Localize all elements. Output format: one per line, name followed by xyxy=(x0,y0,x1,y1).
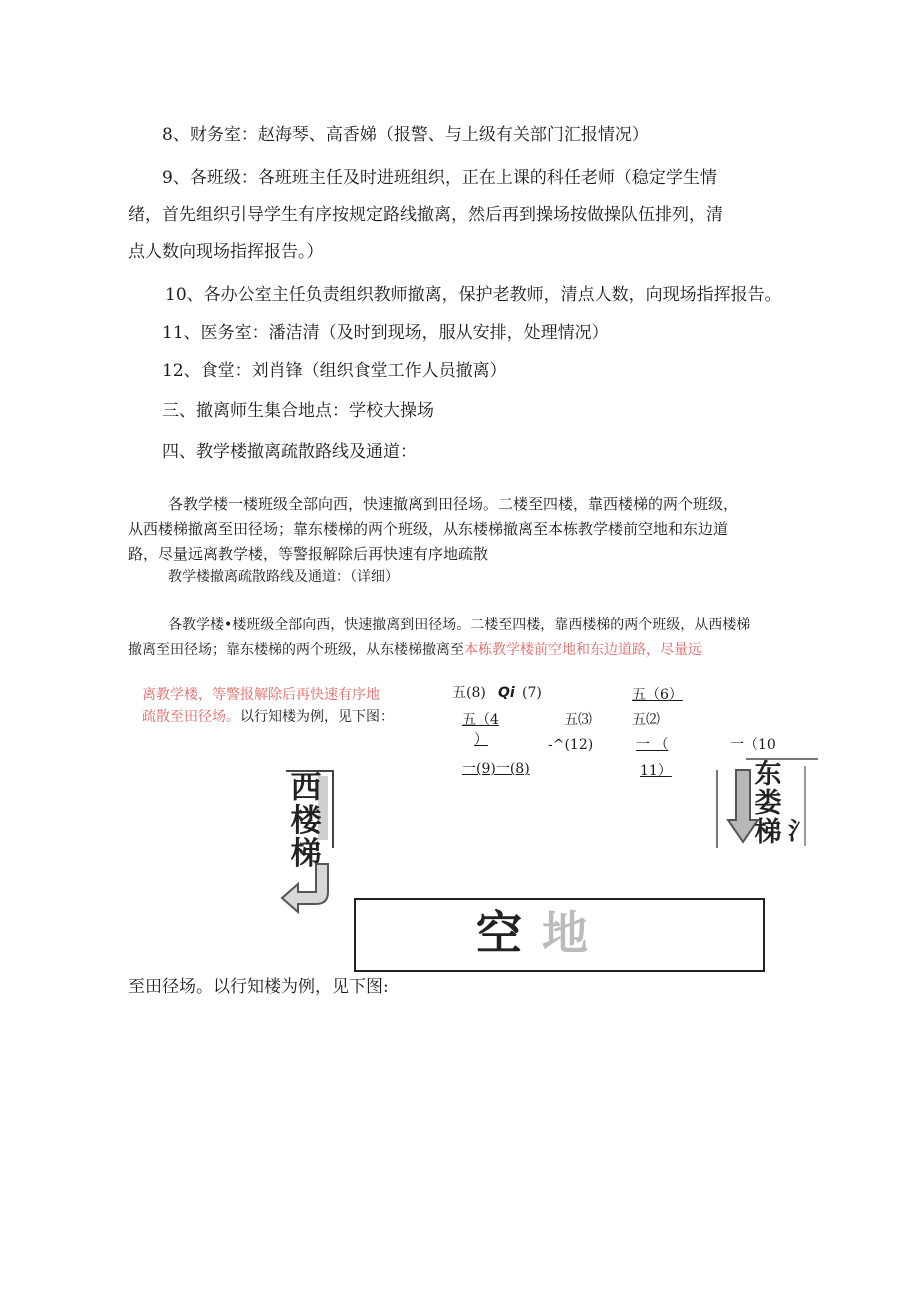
route-line-2: 从西楼梯撤离至田径场；靠东楼梯的两个班级，从东楼梯撤离至本栋教学楼前空地和东边道 xyxy=(128,520,729,538)
detail-line-4-black: 以行知楼为例，见下图： xyxy=(240,709,394,725)
open-ground-box xyxy=(354,898,765,972)
para-classes-line3: 点人数向现场指挥报告。） xyxy=(128,242,324,262)
para-clinic: 11、医务室：潘洁清（及时到现场，服从安排，处理情况） xyxy=(162,323,609,343)
class-label-7: (7) xyxy=(522,685,542,701)
footer-line: 至田径场。以行知楼为例，见下图: xyxy=(128,977,389,997)
class-label-1-9-8: 一(9)一(8) xyxy=(462,761,530,777)
west-return-arrow-icon xyxy=(278,860,338,916)
para-finance-office: 8、财务室：赵海琴、高香娣（报警、与上级有关部门汇报情况） xyxy=(162,125,649,145)
class-label-qi: Qi xyxy=(498,685,515,701)
class-label-5-3: 五⑶ xyxy=(564,712,592,728)
east-stairs-label: 东娄梯 xyxy=(754,759,782,848)
class-label-5-6: 五（6） xyxy=(632,687,683,703)
class-label-1-open: 一 （ xyxy=(636,737,669,753)
para-classes-line1: 9、各班级：各班班主任及时进班组织，正在上课的科任老师（稳定学生情 xyxy=(162,168,717,188)
class-label-5-4: 五（4 xyxy=(462,712,499,728)
class-label-1-12: -^(12) xyxy=(548,737,594,753)
route-detail-title: 教学楼撤离疏散路线及通道：（详细） xyxy=(168,569,399,585)
section-4-heading: 四、教学楼撤离疏散路线及通道： xyxy=(162,442,417,462)
class-label-paren: ） xyxy=(474,732,488,748)
route-line-1: 各教学楼一楼班级全部向西，快速撤离到田径场。二楼至四楼，靠西楼梯的两个班级， xyxy=(168,495,739,513)
class-label-1-10: 一（10 xyxy=(730,737,776,753)
open-ground-label-1: 空 xyxy=(476,906,522,960)
detail-line-2 xyxy=(128,640,702,660)
detail-line-4-red: 疏散至田径场。 xyxy=(142,709,240,725)
route-line-3: 路，尽量远离教学楼，等警报解除后再快速有序地疏散 xyxy=(128,545,489,563)
detail-line-3: 离教学楼，等警报解除后再快速有序地 xyxy=(142,687,380,703)
detail-line-4 xyxy=(142,707,394,727)
class-label-1-11: 11） xyxy=(640,763,672,779)
class-label-5-2: 五⑵ xyxy=(632,712,660,728)
detail-line-2-red: 本栋教学楼前空地和东边道路，尽量远 xyxy=(464,642,702,658)
detail-line-2-black: 撤离至田径场；靠东楼梯的两个班级，从东楼梯撤离至 xyxy=(128,642,464,658)
section-3-heading: 三、撤离师生集合地点：学校大操场 xyxy=(162,401,434,421)
west-stairs-label: 西楼梯 xyxy=(290,770,322,872)
detail-line-1: 各教学楼•楼班级全部向西，快速撤离到田径场。二楼至四楼，靠西楼梯的两个班级，从西楼梯 xyxy=(168,617,751,633)
east-stray-mark: 氵 xyxy=(788,817,812,845)
para-classes-line2: 绪，首先组织引导学生有序按规定路线撤离，然后再到操场按做操队伍排列，清 xyxy=(128,205,723,225)
para-canteen: 12、食堂：刘肖锋（组织食堂工作人员撤离） xyxy=(162,361,507,381)
para-offices: 10、各办公室主任负责组织教师撤离，保护老教师，清点人数，向现场指挥报告。 xyxy=(165,285,782,305)
class-label-5-8: 五(8) xyxy=(452,685,486,701)
open-ground-label-2: 地 xyxy=(542,906,588,960)
